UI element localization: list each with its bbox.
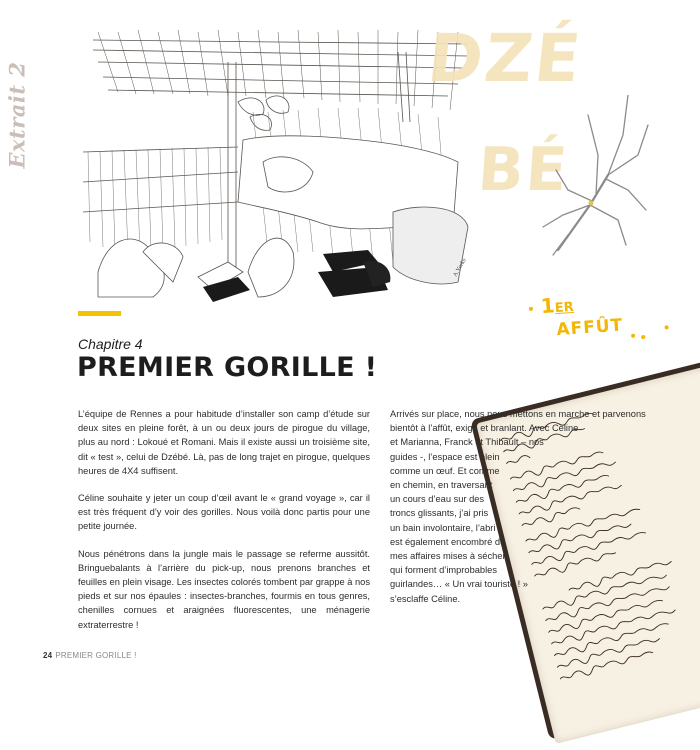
body-text-left-column xyxy=(78,407,370,645)
text-line: un bain involontaire, l’abri xyxy=(390,522,496,533)
sticker-dot xyxy=(664,325,668,329)
sticker-word: AFFÛT xyxy=(555,315,624,341)
chapter-label: Chapitre 4 xyxy=(78,336,143,352)
text-line: qui forment d’improbables xyxy=(390,565,497,576)
text-line: troncs glissants, j’ai pris xyxy=(390,508,489,519)
paragraph: Céline souhaite y jeter un coup d’œil avant le « grand voyage », car il est très fréquent d’y voir des gorilles. Nous voilà donc partis pour une petite journée. xyxy=(78,493,370,532)
text-line: en chemin, en traversant xyxy=(390,480,493,491)
svg-text:A.Yorks: A.Yorks xyxy=(452,257,468,278)
text-line: un cours d’eau sur des xyxy=(390,494,485,505)
text-line: s’esclaffe Céline. xyxy=(390,593,461,604)
text-line: Arrivés sur place, nous nous mettons en marche et parvenons xyxy=(390,409,646,419)
text-line: comme un œuf. Et comme xyxy=(390,465,500,476)
stick-insect-icon xyxy=(528,95,663,260)
page-number: 24 xyxy=(43,651,53,660)
running-title: PREMIER GORILLE ! xyxy=(55,651,137,660)
text-line: est également encombré de xyxy=(390,536,506,547)
stick-insect-illustration xyxy=(528,95,663,260)
brush-title-line1: DZÉ xyxy=(424,20,586,97)
page-footer xyxy=(43,651,137,660)
sticker-superscript: ER xyxy=(554,299,575,317)
text-line: et Marianna, Franck et Thibault – nos xyxy=(390,437,544,448)
yellow-accent-bar xyxy=(78,311,121,316)
extrait-side-label xyxy=(2,60,32,170)
paragraph: Nous pénétrons dans la jungle mais le passage se referme aussitôt. Bringuebalants à l’arrière du pick-up, nous prenons branches et feuilles en plein visage. Les insectes colorés tombent par grappe à nos pieds et sur nos épaules : insectes-branches, fourmis en tous genres, chenilles cornues et araignées fluorescentes, une ménagerie extraterrestre ! xyxy=(78,548,370,630)
sticker-dot xyxy=(631,334,635,338)
side-label-text: Extrait 2 xyxy=(4,61,30,169)
text-line: guides -, l’espace est plein xyxy=(390,451,500,462)
chapter-title: PREMIER GORILLE ! xyxy=(77,352,378,383)
body-text-right-column xyxy=(390,407,695,606)
sticker-dot xyxy=(641,335,645,339)
sticker-line1 xyxy=(540,292,574,318)
text-line: bientôt à l’affût, exigu et branlant. Avec Céline xyxy=(390,423,579,434)
text-line: guirlandes… « Un vrai touriste ! » xyxy=(390,579,528,590)
brush-title-line2: BÉ xyxy=(475,135,572,205)
hut-sketch-illustration xyxy=(78,22,478,312)
paragraph: L’équipe de Rennes a pour habitude d’installer son camp d’étude sur deux sites en pleine forêt, à un ou deux jours de pirogue du village, plus au nord : Lokoué et Romani. Mais il existe aussi un troisième site, dit « test », celui de Dzébé. Là, pas de long trajet en pirogue, quelques heures de 4X4 suffisent. xyxy=(78,409,370,476)
sticker-number: 1 xyxy=(539,293,556,319)
text-line: mes affaires mises à sécher, xyxy=(390,551,508,562)
sticker-dot xyxy=(529,307,533,311)
hut-sketch-drawing xyxy=(78,22,478,312)
